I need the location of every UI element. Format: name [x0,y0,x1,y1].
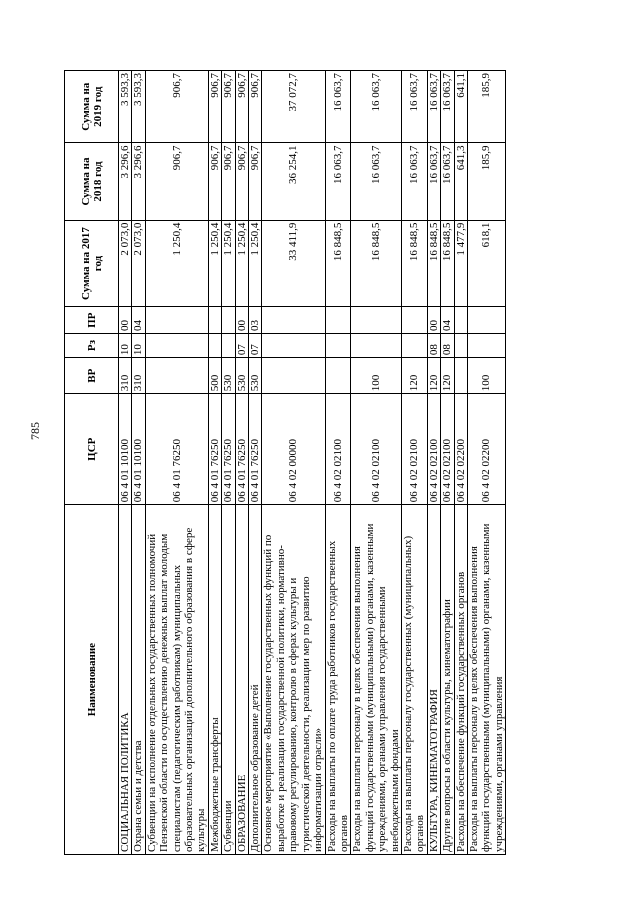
cell-y2017: 1 250,4 [208,220,221,307]
table-row [427,71,440,855]
table-row [454,71,467,855]
cell-y2019: 906,7 [249,71,262,143]
cell-csr: 06 4 02 02100 [401,394,427,505]
cell-vr [325,358,351,394]
cell-rz [401,333,427,357]
cell-pr [467,307,505,334]
cell-y2019: 906,7 [145,71,208,143]
cell-vr: 310 [119,358,132,394]
cell-vr: 530 [222,358,235,394]
cell-rz: 07 [235,333,248,357]
cell-vr: 100 [467,358,505,394]
table-row [132,71,145,855]
table-row [249,71,262,855]
table-row [351,71,402,855]
table-row [325,71,351,855]
cell-rz: 07 [249,333,262,357]
cell-vr: 120 [427,358,440,394]
cell-y2018: 906,7 [222,143,235,220]
cell-pr: 03 [249,307,262,334]
cell-rz [325,333,351,357]
cell-pr [325,307,351,334]
cell-rz [222,333,235,357]
cell-pr [222,307,235,334]
cell-name: Основное мероприятие «Выполнение государственных функций по выработке и реализации государственной политики, нормативно-правовому регулированию, контролю в сферах культуры и туристической деятельности, реализации мер по развитию информатизации отрасли» [262,505,325,855]
cell-csr: 06 4 01 76250 [208,394,221,505]
cell-vr [262,358,325,394]
table-header-row [65,71,119,855]
table-row [119,71,132,855]
cell-y2019: 906,7 [235,71,248,143]
cell-name: Дополнительное образование детей [249,505,262,855]
cell-y2017: 2 073,0 [132,220,145,307]
budget-table [64,70,506,855]
header-name: Наименование [65,505,119,855]
cell-pr: 04 [132,307,145,334]
table-row [441,71,454,855]
cell-name: Расходы на выплаты персоналу в целях обеспечения выполнения функций государственными (муниципальными) органами, казенными учреждениями, органами управления государственными внебюджетными фондами [351,505,402,855]
cell-y2018: 16 063,7 [441,143,454,220]
cell-rz [145,333,208,357]
cell-y2017: 16 848,5 [427,220,440,307]
cell-name: Субвенции [222,505,235,855]
cell-vr [145,358,208,394]
cell-csr: 06 4 02 00000 [262,394,325,505]
cell-rz [262,333,325,357]
cell-pr [351,307,402,334]
cell-y2017: 618,1 [467,220,505,307]
cell-rz: 08 [427,333,440,357]
cell-name: Расходы на обеспечение функций государственных органов [454,505,467,855]
cell-pr [454,307,467,334]
cell-y2018: 16 063,7 [325,143,351,220]
table-body [119,71,506,855]
cell-vr: 120 [441,358,454,394]
cell-y2017: 16 848,5 [351,220,402,307]
cell-csr: 06 4 01 76250 [145,394,208,505]
cell-csr: 06 4 02 02100 [325,394,351,505]
page-number: 785 [28,422,42,440]
cell-y2017: 1 250,4 [145,220,208,307]
cell-y2018: 16 063,7 [351,143,402,220]
cell-y2017: 1 250,4 [235,220,248,307]
cell-pr: 00 [427,307,440,334]
cell-rz: 10 [132,333,145,357]
cell-pr [208,307,221,334]
table-row [262,71,325,855]
cell-csr: 06 4 01 10100 [119,394,132,505]
cell-y2018: 3 296,6 [119,143,132,220]
header-2018: Сумма на 2018 год [65,143,119,220]
cell-y2019: 906,7 [208,71,221,143]
cell-csr: 06 4 02 02200 [454,394,467,505]
header-2017: Сумма на 2017 год [65,220,119,307]
cell-pr [262,307,325,334]
cell-y2018: 906,7 [208,143,221,220]
cell-y2017: 16 848,5 [325,220,351,307]
header-rz: Рз [65,333,119,357]
budget-table-container [64,70,506,855]
cell-name: Расходы на выплаты персоналу государственных (муниципальных) органов [401,505,427,855]
cell-rz [467,333,505,357]
cell-pr [145,307,208,334]
cell-name: Другие вопросы в области культуры, кинематографии [441,505,454,855]
cell-pr [401,307,427,334]
cell-name: Субвенции на исполнение отдельных государственных полномочий Пензенской области по осуществлению денежных выплат молодым специалистам (педагогическим работникам) муниципальных образовательных организаций дополнительного образования в сфере культуры [145,505,208,855]
cell-y2018: 906,7 [145,143,208,220]
cell-y2017: 1 250,4 [249,220,262,307]
cell-name: Расходы на выплаты персоналу в целях обеспечения выполнения функций государственными (муниципальными) органами, казенными учреждениями, органами управления [467,505,505,855]
cell-name: Межбюджетные трансферты [208,505,221,855]
table-row [208,71,221,855]
cell-y2017: 16 848,5 [441,220,454,307]
cell-csr: 06 4 02 02100 [351,394,402,505]
cell-y2018: 641,3 [454,143,467,220]
cell-csr: 06 4 01 76250 [222,394,235,505]
cell-y2019: 906,7 [222,71,235,143]
cell-csr: 06 4 01 76250 [249,394,262,505]
cell-vr [454,358,467,394]
table-row [467,71,505,855]
cell-y2019: 3 593,3 [119,71,132,143]
cell-pr: 00 [119,307,132,334]
cell-vr: 530 [249,358,262,394]
cell-y2018: 906,7 [249,143,262,220]
cell-y2018: 36 254,1 [262,143,325,220]
cell-y2018: 906,7 [235,143,248,220]
table-row [222,71,235,855]
cell-y2017: 33 411,9 [262,220,325,307]
cell-name: СОЦИАЛЬНАЯ ПОЛИТИКА [119,505,132,855]
cell-csr: 06 4 02 02100 [427,394,440,505]
header-pr: ПР [65,307,119,334]
cell-y2019: 16 063,7 [427,71,440,143]
cell-y2019: 185,9 [467,71,505,143]
cell-pr: 00 [235,307,248,334]
cell-y2019: 37 072,7 [262,71,325,143]
cell-rz [351,333,402,357]
table-row [401,71,427,855]
cell-y2019: 641,1 [454,71,467,143]
cell-vr: 310 [132,358,145,394]
cell-y2019: 16 063,7 [325,71,351,143]
cell-rz [454,333,467,357]
cell-y2019: 16 063,7 [441,71,454,143]
header-vr: ВР [65,358,119,394]
cell-csr: 06 4 01 10100 [132,394,145,505]
cell-y2018: 16 063,7 [401,143,427,220]
cell-y2019: 16 063,7 [351,71,402,143]
cell-y2017: 1 477,9 [454,220,467,307]
cell-rz: 08 [441,333,454,357]
cell-y2017: 2 073,0 [119,220,132,307]
table-row [235,71,248,855]
cell-y2018: 16 063,7 [427,143,440,220]
table-row [145,71,208,855]
cell-y2018: 185,9 [467,143,505,220]
cell-rz: 10 [119,333,132,357]
cell-vr: 100 [351,358,402,394]
cell-y2019: 3 593,3 [132,71,145,143]
cell-csr: 06 4 01 76250 [235,394,248,505]
cell-y2018: 3 296,6 [132,143,145,220]
cell-name: Расходы на выплаты по оплате труда работников государственных органов [325,505,351,855]
cell-vr: 530 [235,358,248,394]
cell-csr: 06 4 02 02100 [441,394,454,505]
cell-name: ОБРАЗОВАНИЕ [235,505,248,855]
cell-csr: 06 4 02 02200 [467,394,505,505]
cell-name: КУЛЬТУРА, КИНЕМАТОГРАФИЯ [427,505,440,855]
cell-y2019: 16 063,7 [401,71,427,143]
cell-pr: 04 [441,307,454,334]
header-2019: Сумма на 2019 год [65,71,119,143]
cell-y2017: 16 848,5 [401,220,427,307]
header-csr: ЦСР [65,394,119,505]
cell-name: Охрана семьи и детства [132,505,145,855]
cell-rz [208,333,221,357]
cell-vr: 120 [401,358,427,394]
cell-y2017: 1 250,4 [222,220,235,307]
cell-vr: 500 [208,358,221,394]
